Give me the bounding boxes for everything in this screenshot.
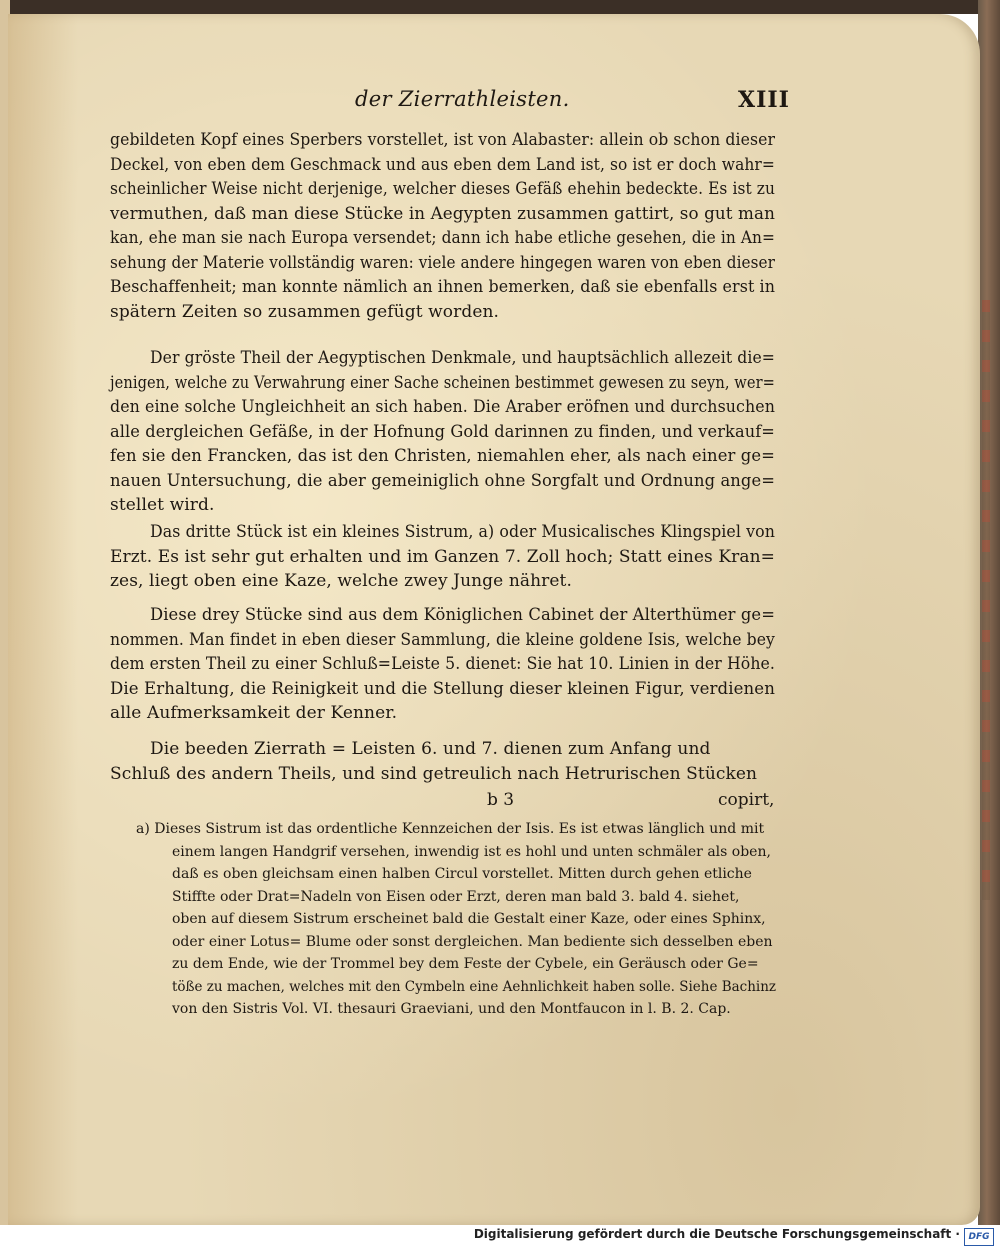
text-line: sehung der Materie vollständig waren: viele andere hingegen waren von eben dieser bbox=[110, 252, 776, 273]
signature-mark: b 3 bbox=[487, 790, 515, 810]
text-line: Erzt. Es ist sehr gut erhalten und im Ganzen 7. Zoll hoch; Statt eines Kran= bbox=[110, 546, 776, 567]
text-line: Die Erhaltung, die Reinigkeit und die Stellung dieser kleinen Figur, verdienen bbox=[110, 678, 775, 699]
text-line: stellet wird. bbox=[110, 495, 215, 515]
text-line: Die beeden Zierrath = Leisten 6. und 7. dienen zum Anfang und bbox=[150, 739, 711, 759]
text-line: spätern Zeiten so zusammen gefügt worden. bbox=[110, 301, 500, 322]
footnote-line: a) Dieses Sistrum ist das ordentliche Kennzeichen der Isis. Es ist etwas länglich und mit bbox=[136, 821, 765, 837]
dfg-logo-icon: DFG bbox=[964, 1228, 994, 1246]
footnote-line: einem langen Handgrif versehen, inwendig ist es hohl und unten schmäler als oben, bbox=[172, 843, 771, 860]
book-cover-edge bbox=[978, 0, 1000, 1225]
text-line: dem ersten Theil zu einer Schluß=Leiste 5. dienet: Sie hat 10. Linien in der Höhe. bbox=[110, 654, 776, 674]
text-line: Beschaffenheit; man konnte nämlich an ihnen bemerken, daß sie ebenfalls erst in bbox=[110, 277, 776, 297]
text-line: Deckel, von eben dem Geschmack und aus eben dem Land ist, so ist er doch wahr= bbox=[110, 154, 775, 175]
text-line: den eine solche Ungleichheit an sich haben. Die Araber eröfnen und durchsuchen bbox=[110, 397, 775, 417]
paragraph-2 bbox=[110, 346, 775, 518]
text-line: fen sie den Francken, das ist den Christen, niemahlen eher, als nach einer ge= bbox=[110, 446, 775, 466]
funding-credit: Digitalisierung gefördert durch die Deutsche Forschungsgemeinschaft · bbox=[473, 1227, 960, 1241]
text-line: Das dritte Stück ist ein kleines Sistrum, a) oder Musicalisches Klingspiel von bbox=[150, 522, 776, 542]
text-line: Der gröste Theil der Aegyptischen Denkmale, und hauptsächlich allezeit die= bbox=[150, 348, 775, 368]
page-number: XIII bbox=[738, 87, 790, 113]
text-line: zes, liegt oben eine Kaze, welche zwey Junge nähret. bbox=[110, 571, 572, 591]
gutter-shadow bbox=[8, 14, 78, 1225]
text-line: nommen. Man findet in eben dieser Sammlung, die kleine goldene Isis, welche bey bbox=[110, 629, 775, 650]
text-line: alle Aufmerksamkeit der Kenner. bbox=[110, 703, 398, 723]
footnote-line: daß es oben gleichsam einen halben Circul vorstellet. Mitten durch gehen etliche bbox=[172, 866, 752, 882]
text-line: Schluß des andern Theils, und sind getreulich nach Hetrurischen Stücken bbox=[110, 763, 758, 784]
catchword: copirt, bbox=[718, 790, 775, 810]
scan-top-border bbox=[0, 0, 1000, 14]
text-line: Diese drey Stücke sind aus dem Königlichen Cabinet der Alterthümer ge= bbox=[150, 605, 776, 625]
text-line: alle dergleichen Gefäße, in der Hofnung Gold darinnen zu finden, und verkauf= bbox=[110, 421, 775, 442]
footnote-line: zu dem Ende, wie der Trommel bey dem Feste der Cybele, ein Geräusch oder Ge= bbox=[172, 956, 759, 972]
paragraph-1 bbox=[110, 128, 775, 324]
footnote-line: oben auf diesem Sistrum erscheinet bald die Gestalt einer Kaze, oder eines Sphinx, bbox=[172, 911, 766, 927]
footnote-line: von den Sistris Vol. VI. thesauri Graeviani, und den Montfaucon in l. B. 2. Cap. bbox=[172, 1001, 731, 1017]
text-line: scheinlicher Weise nicht derjenige, welcher dieses Gefäß ehehin bedeckte. Es ist zu bbox=[110, 179, 776, 199]
paragraph-5 bbox=[110, 737, 775, 786]
footnote-line: oder einer Lotus= Blume oder sonst dergleichen. Man bediente sich desselben eben bbox=[172, 933, 773, 950]
paragraph-3 bbox=[110, 520, 775, 594]
text-line: nauen Untersuchung, die aber gemeiniglich ohne Sorgfalt und Ordnung ange= bbox=[110, 470, 776, 491]
footnote-line: töße zu machen, welches mit den Cymbeln eine Aehnlichkeit haben solle. Siehe Bachinz bbox=[172, 978, 776, 995]
footnote bbox=[136, 818, 776, 1021]
text-line: vermuthen, daß man diese Stücke in Aegypten zusammen gattirt, so gut man bbox=[110, 203, 776, 224]
text-line: kan, ehe man sie nach Europa versendet; dann ich habe etliche gesehen, die in An= bbox=[110, 228, 776, 248]
paragraph-4 bbox=[110, 603, 775, 726]
footnote-line: Stiffte oder Drat=Nadeln von Eisen oder Erzt, deren man bald 3. bald 4. siehet, bbox=[172, 888, 740, 905]
running-header: der Zierrathleisten. bbox=[355, 87, 570, 111]
text-line: jenigen, welche zu Verwahrung einer Sache scheinen bestimmet gewesen zu seyn, wer= bbox=[110, 372, 776, 393]
text-line: gebildeten Kopf eines Sperbers vorstellet, ist von Alabaster: allein ob schon dieser bbox=[110, 130, 776, 150]
